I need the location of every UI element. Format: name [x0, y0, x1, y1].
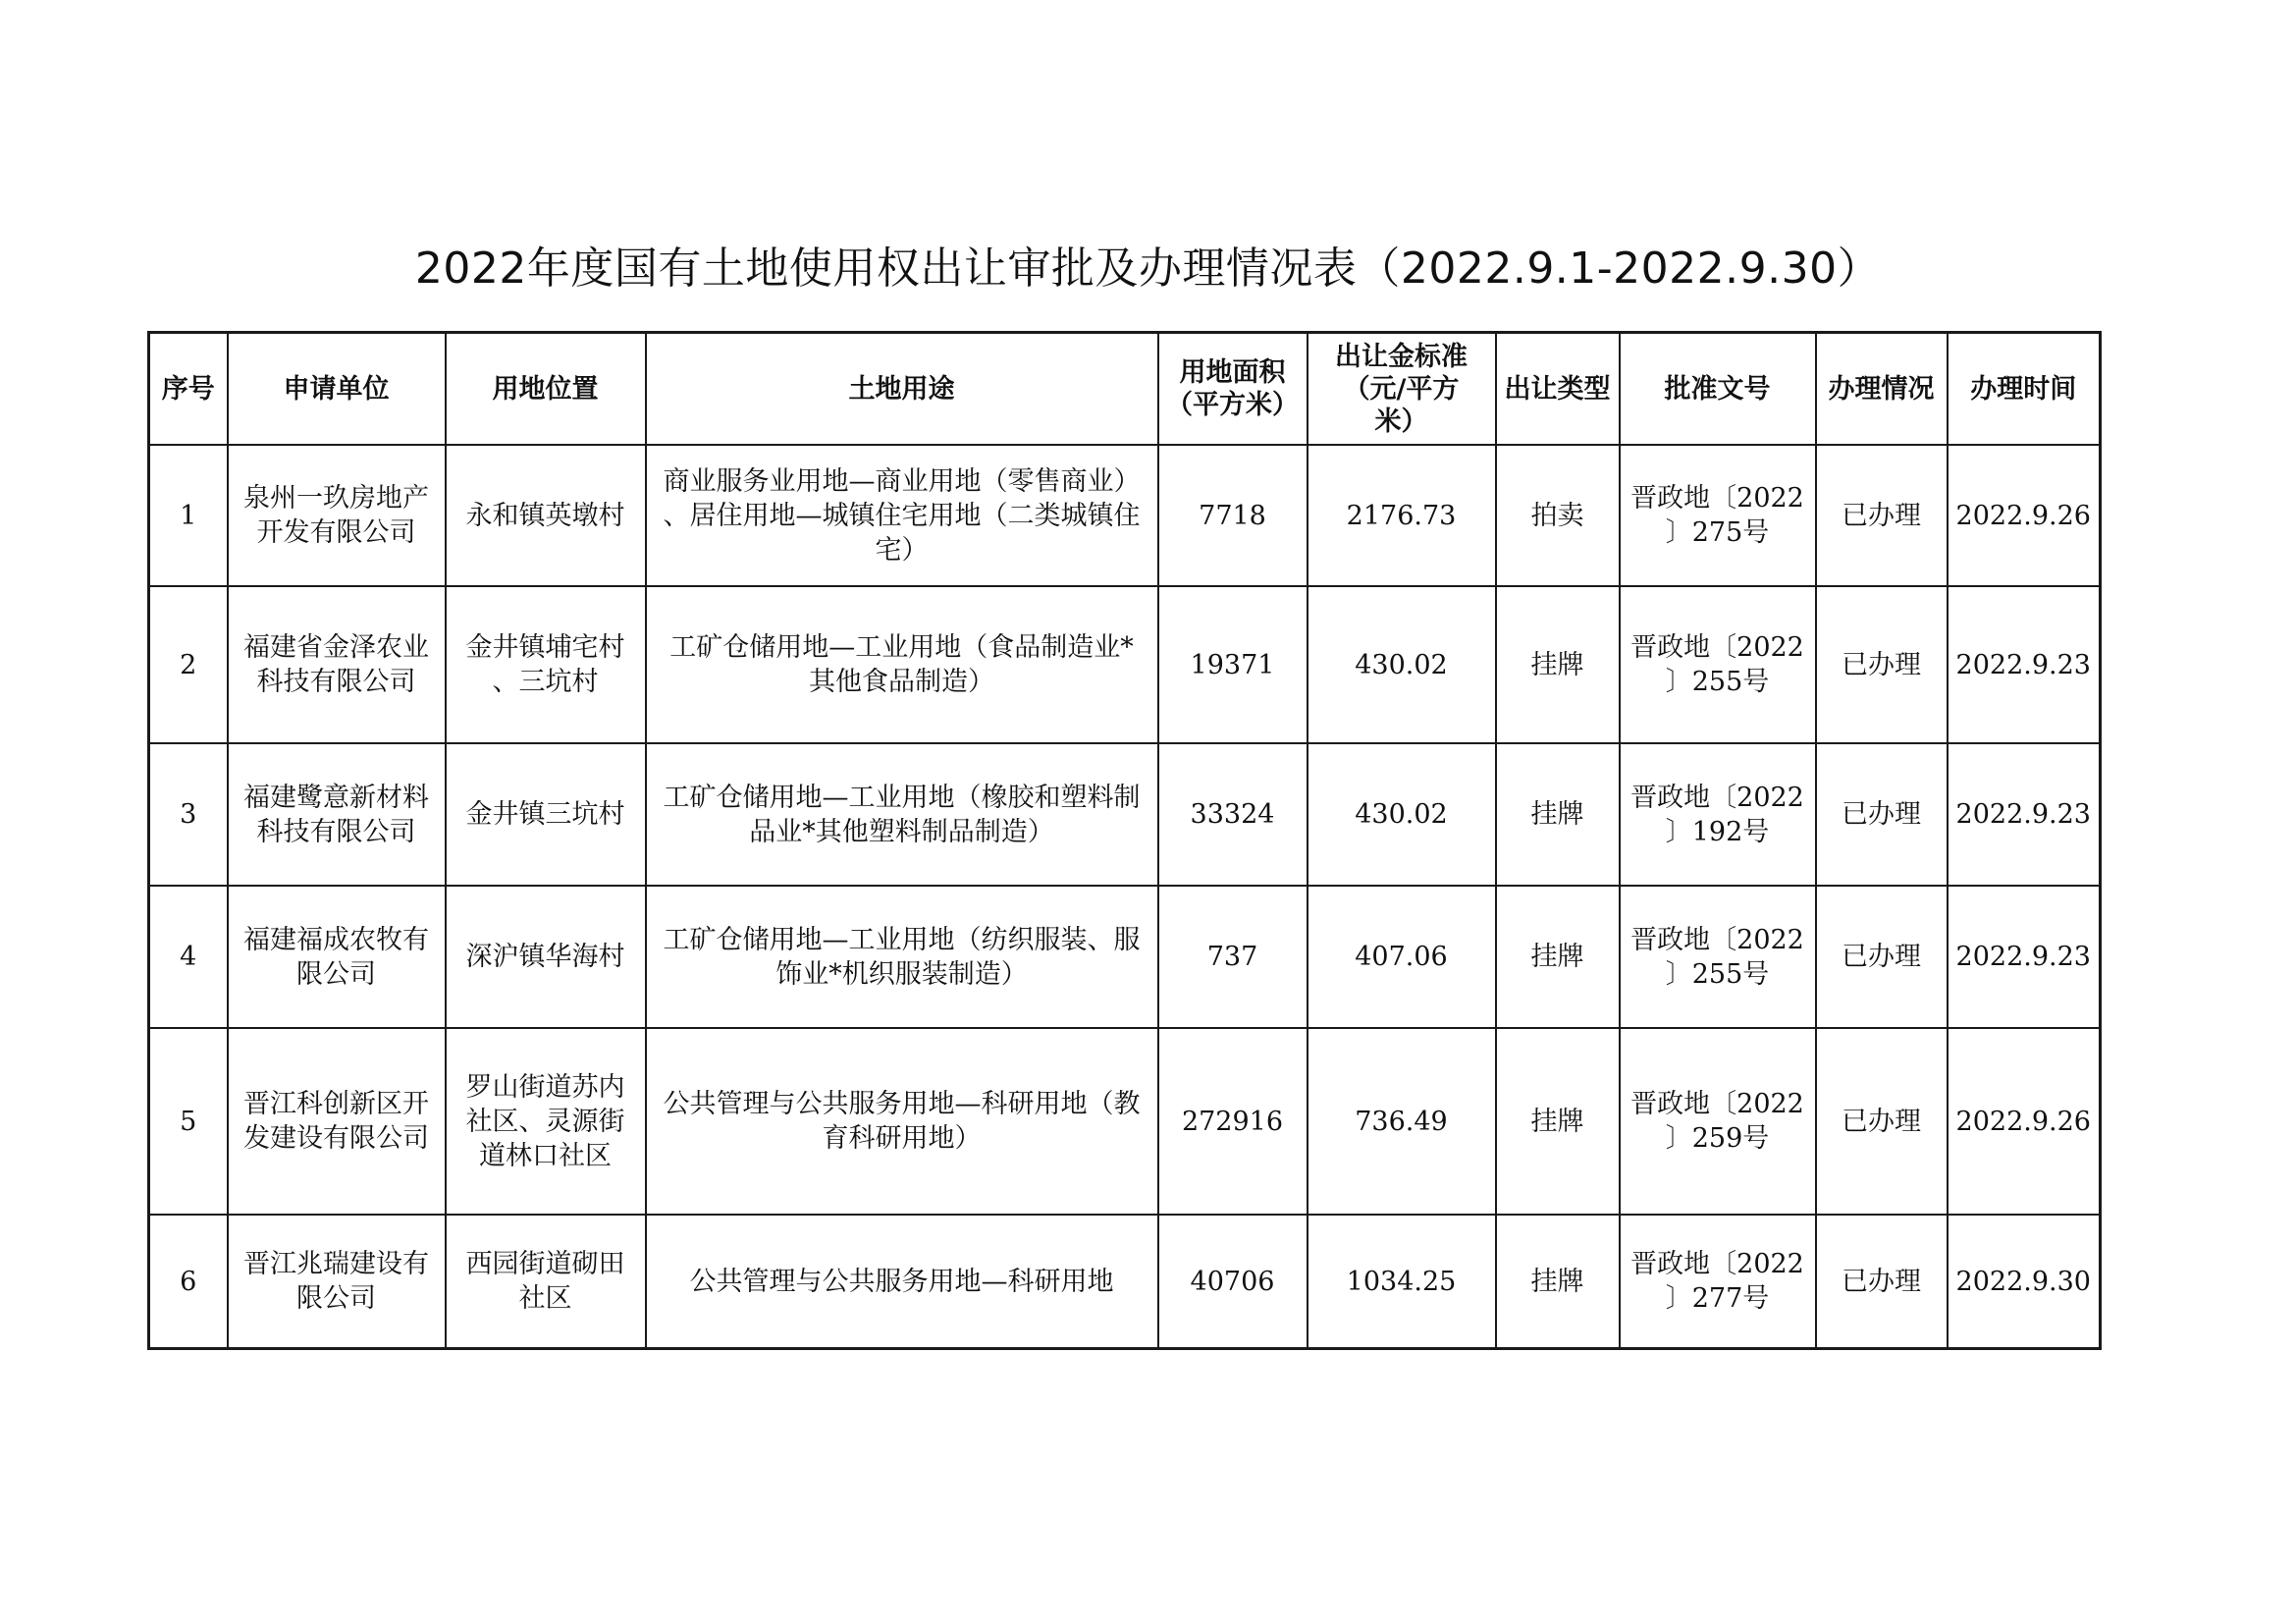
- cell-type: 挂牌: [1496, 586, 1620, 743]
- cell-applicant: 福建福成农牧有 限公司: [228, 886, 446, 1028]
- cell-approval: 晋政地〔2022 〕255号: [1620, 886, 1816, 1028]
- cell-price: 430.02: [1308, 743, 1496, 886]
- cell-status: 已办理: [1816, 743, 1948, 886]
- cell-date: 2022.9.30: [1948, 1215, 2101, 1349]
- table-row: [149, 1028, 2101, 1215]
- cell-approval: 晋政地〔2022 〕255号: [1620, 586, 1816, 743]
- cell-use: 商业服务业用地—商业用地（零售商业） 、居住用地—城镇住宅用地（二类城镇住 宅）: [646, 445, 1158, 586]
- page-title: 2022年度国有土地使用权出让审批及办理情况表（2022.9.1-2022.9.30）: [414, 244, 1882, 294]
- cell-date: 2022.9.26: [1948, 1028, 2101, 1215]
- cell-area: 272916: [1158, 1028, 1308, 1215]
- cell-no: 4: [149, 886, 228, 1028]
- header-cell-approval: 批准文号: [1620, 333, 1816, 446]
- header-cell-applicant: 申请单位: [228, 333, 446, 446]
- cell-date: 2022.9.23: [1948, 586, 2101, 743]
- cell-location: 西园街道砌田 社区: [446, 1215, 646, 1349]
- cell-applicant: 泉州一玖房地产 开发有限公司: [228, 445, 446, 586]
- table-header-row: [149, 333, 2101, 446]
- table-row: [149, 886, 2101, 1028]
- cell-area: 33324: [1158, 743, 1308, 886]
- cell-type: 挂牌: [1496, 743, 1620, 886]
- header-cell-status: 办理情况: [1816, 333, 1948, 446]
- cell-approval: 晋政地〔2022 〕275号: [1620, 445, 1816, 586]
- cell-price: 407.06: [1308, 886, 1496, 1028]
- cell-no: 6: [149, 1215, 228, 1349]
- cell-type: 挂牌: [1496, 1028, 1620, 1215]
- cell-status: 已办理: [1816, 586, 1948, 743]
- header-cell-price: 出让金标准 （元/平方 米）: [1308, 333, 1496, 446]
- cell-location: 罗山街道苏内 社区、灵源街 道林口社区: [446, 1028, 646, 1215]
- cell-use: 公共管理与公共服务用地—科研用地: [646, 1215, 1158, 1349]
- header-cell-area: 用地面积 （平方米）: [1158, 333, 1308, 446]
- header-cell-location: 用地位置: [446, 333, 646, 446]
- header-cell-no: 序号: [149, 333, 228, 446]
- land-transfer-table: [147, 331, 2102, 1350]
- cell-area: 40706: [1158, 1215, 1308, 1349]
- cell-applicant: 福建省金泽农业 科技有限公司: [228, 586, 446, 743]
- cell-price: 2176.73: [1308, 445, 1496, 586]
- cell-area: 19371: [1158, 586, 1308, 743]
- cell-location: 金井镇埔宅村 、三坑村: [446, 586, 646, 743]
- cell-applicant: 福建鹭意新材料 科技有限公司: [228, 743, 446, 886]
- table-row: [149, 1215, 2101, 1349]
- cell-applicant: 晋江科创新区开 发建设有限公司: [228, 1028, 446, 1215]
- cell-use: 工矿仓储用地—工业用地（食品制造业* 其他食品制造）: [646, 586, 1158, 743]
- cell-no: 1: [149, 445, 228, 586]
- cell-location: 金井镇三坑村: [446, 743, 646, 886]
- cell-type: 挂牌: [1496, 886, 1620, 1028]
- cell-area: 737: [1158, 886, 1308, 1028]
- cell-status: 已办理: [1816, 1028, 1948, 1215]
- cell-price: 430.02: [1308, 586, 1496, 743]
- cell-type: 挂牌: [1496, 1215, 1620, 1349]
- cell-date: 2022.9.26: [1948, 445, 2101, 586]
- cell-no: 3: [149, 743, 228, 886]
- cell-area: 7718: [1158, 445, 1308, 586]
- cell-type: 拍卖: [1496, 445, 1620, 586]
- cell-price: 736.49: [1308, 1028, 1496, 1215]
- cell-applicant: 晋江兆瑞建设有 限公司: [228, 1215, 446, 1349]
- cell-location: 深沪镇华海村: [446, 886, 646, 1028]
- table-row: [149, 586, 2101, 743]
- cell-no: 2: [149, 586, 228, 743]
- cell-use: 工矿仓储用地—工业用地（橡胶和塑料制 品业*其他塑料制品制造）: [646, 743, 1158, 886]
- cell-price: 1034.25: [1308, 1215, 1496, 1349]
- cell-status: 已办理: [1816, 1215, 1948, 1349]
- table-row: [149, 743, 2101, 886]
- header-cell-use: 土地用途: [646, 333, 1158, 446]
- cell-approval: 晋政地〔2022 〕277号: [1620, 1215, 1816, 1349]
- header-cell-date: 办理时间: [1948, 333, 2101, 446]
- cell-approval: 晋政地〔2022 〕259号: [1620, 1028, 1816, 1215]
- cell-status: 已办理: [1816, 886, 1948, 1028]
- cell-date: 2022.9.23: [1948, 743, 2101, 886]
- cell-use: 工矿仓储用地—工业用地（纺织服装、服 饰业*机织服装制造）: [646, 886, 1158, 1028]
- cell-location: 永和镇英墩村: [446, 445, 646, 586]
- cell-date: 2022.9.23: [1948, 886, 2101, 1028]
- table-row: [149, 445, 2101, 586]
- cell-status: 已办理: [1816, 445, 1948, 586]
- cell-use: 公共管理与公共服务用地—科研用地（教 育科研用地）: [646, 1028, 1158, 1215]
- cell-approval: 晋政地〔2022 〕192号: [1620, 743, 1816, 886]
- header-cell-type: 出让类型: [1496, 333, 1620, 446]
- cell-no: 5: [149, 1028, 228, 1215]
